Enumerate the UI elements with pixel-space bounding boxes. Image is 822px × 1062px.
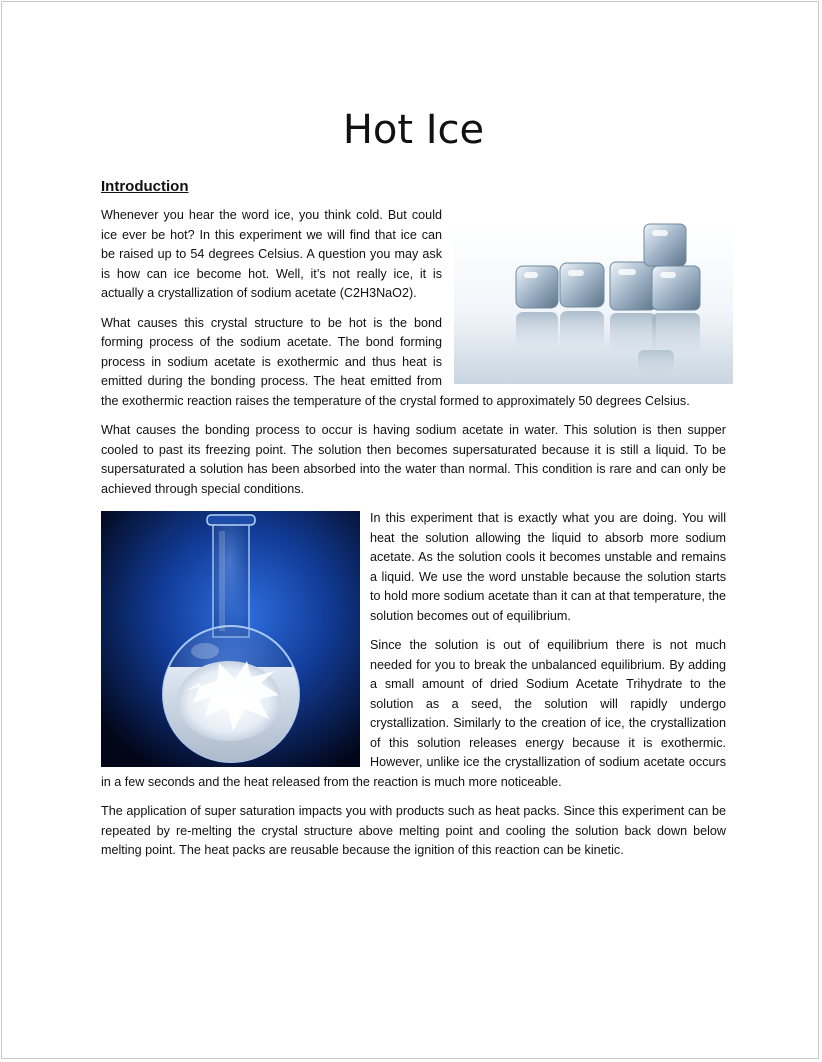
document-page — [1, 1, 819, 1059]
ice-cubes-image — [454, 222, 733, 384]
paragraph-4: In this experiment that is exactly what you are doing. You will heat the solution allowing the liquid to absorb more sodium acetate. As the solution cools it becomes unstable and remains a liquid. We use the word unstable because the solution starts to hold more sodium acetate than it can at that temperature, the solution becomes out of equilibrium. — [370, 511, 726, 623]
document-body — [101, 104, 726, 871]
section-heading: Introduction — [101, 178, 189, 195]
flask-image — [101, 511, 360, 767]
paragraph-3: What causes the bonding process to occur is having sodium acetate in water. This solution is then supper cooled to past its freezing point. The solution then becomes supersaturated because it is still a liquid. To be supersaturated a solution has been absorbed into the water than normal. This condition is rare and can only be achieved through special conditions. — [101, 423, 726, 496]
page-title: Hot Ice — [342, 107, 485, 153]
paragraph-1: Whenever you hear the word ice, you think cold. But could ice ever be hot? In this experiment we will find that ice can be raised up to 54 degrees Celsius. A question you may ask is how can ice become hot. Well, it’s not really ice, it is actually a crystallization of sodium acetate (C2H3NaO2). — [101, 208, 442, 300]
paragraph-6: The application of super saturation impacts you with products such as heat packs. Since this experiment can be repeated by re-melting the crystal structure above melting point and cooling the solution back down below melting point. The heat packs are reusable because the ignition of this reaction can be kinetic. — [101, 804, 726, 857]
paragraph-2: What causes this crystal structure to be hot is the bond forming process of the sodium acetate. The bond forming process in sodium acetate is exothermic and thus heat is emitted during the bonding process. The heat emitted from the exothermic reaction raises the temperature of the crystal formed to approximately 50 degrees Celsius. — [101, 315, 690, 408]
paragraph-5: Since the solution is out of equilibrium there is not much needed for you to break the unbalanced equilibrium. By adding a small amount of dried Sodium Acetate Trihydrate to the solution as a seed, the solution will rapidly undergo crystallization. Similarly to the creation of ice, the crystallization of this solution releases energy because it is exothermic. However, unlike ice the crystallization of sodium acetate occurs in a few seconds and the heat released from the reaction is much more noticeable. — [101, 638, 726, 789]
